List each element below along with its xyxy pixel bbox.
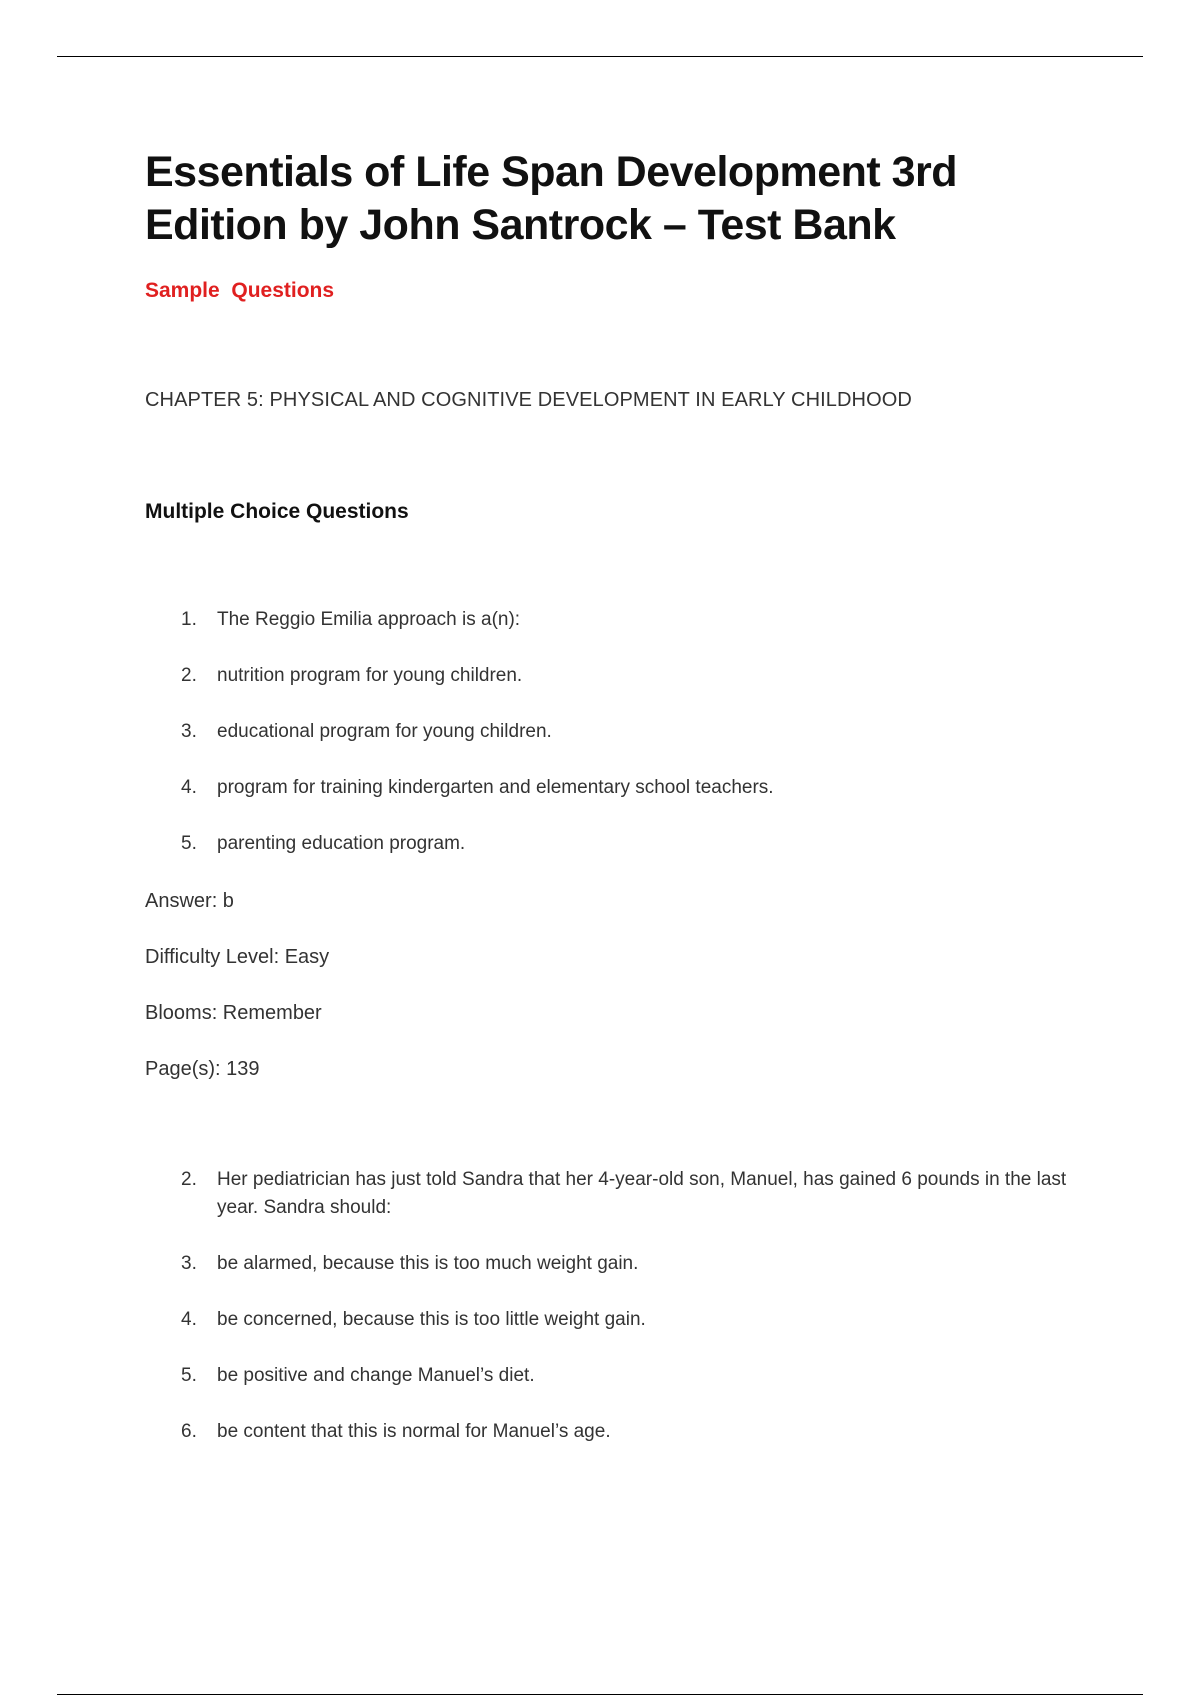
section-heading: Multiple Choice Questions	[145, 500, 409, 523]
list-text: be alarmed, because this is too much weight gain.	[217, 1253, 639, 1274]
bottom-rule	[57, 1694, 1143, 1695]
list-number: 5.	[181, 1365, 197, 1386]
list-item	[181, 662, 1105, 690]
document-title: Essentials of Life Span Development 3rd Edition by John Santrock – Test Bank	[145, 148, 958, 249]
list-text: nutrition program for young children.	[217, 665, 523, 686]
list-text: The Reggio Emilia approach is a(n):	[217, 609, 521, 630]
list-item	[181, 1418, 1105, 1446]
list-number: 3.	[181, 1253, 197, 1274]
difficulty-line: Difficulty Level: Easy	[145, 946, 330, 968]
list-item	[181, 774, 1105, 802]
list-item	[181, 1362, 1105, 1390]
list-text: be content that this is normal for Manuel’s age.	[217, 1421, 611, 1442]
answer-line: Answer: b	[145, 890, 234, 912]
list-item	[181, 1166, 1105, 1222]
list-number: 4.	[181, 1309, 197, 1330]
list-item	[181, 718, 1105, 746]
pages-line: Page(s): 139	[145, 1058, 260, 1080]
top-rule	[57, 56, 1143, 57]
blooms-line: Blooms: Remember	[145, 1002, 322, 1024]
list-number: 6.	[181, 1421, 197, 1442]
list-number: 3.	[181, 721, 197, 742]
list-item	[181, 606, 1105, 634]
list-number: 2.	[181, 665, 197, 686]
question-1-list	[181, 606, 1105, 886]
document-subtitle: Sample Questions	[145, 279, 335, 302]
list-item	[181, 1250, 1105, 1278]
question-2-list	[181, 1166, 1105, 1474]
list-item	[181, 830, 1105, 858]
list-text: parenting education program.	[217, 833, 466, 854]
list-number: 1.	[181, 609, 197, 630]
list-number: 5.	[181, 833, 197, 854]
list-item	[181, 1306, 1105, 1334]
chapter-heading: CHAPTER 5: PHYSICAL AND COGNITIVE DEVELOPMENT IN EARLY CHILDHOOD	[145, 389, 912, 411]
list-text: program for training kindergarten and elementary school teachers.	[217, 777, 774, 798]
list-number: 4.	[181, 777, 197, 798]
list-text: educational program for young children.	[217, 721, 552, 742]
list-text: Her pediatrician has just told Sandra that her 4-year-old son, Manuel, has gained 6 pounds in the last year. Sandra should:	[217, 1169, 1067, 1218]
list-number: 2.	[181, 1169, 197, 1190]
list-text: be positive and change Manuel’s diet.	[217, 1365, 535, 1386]
list-text: be concerned, because this is too little weight gain.	[217, 1309, 646, 1330]
